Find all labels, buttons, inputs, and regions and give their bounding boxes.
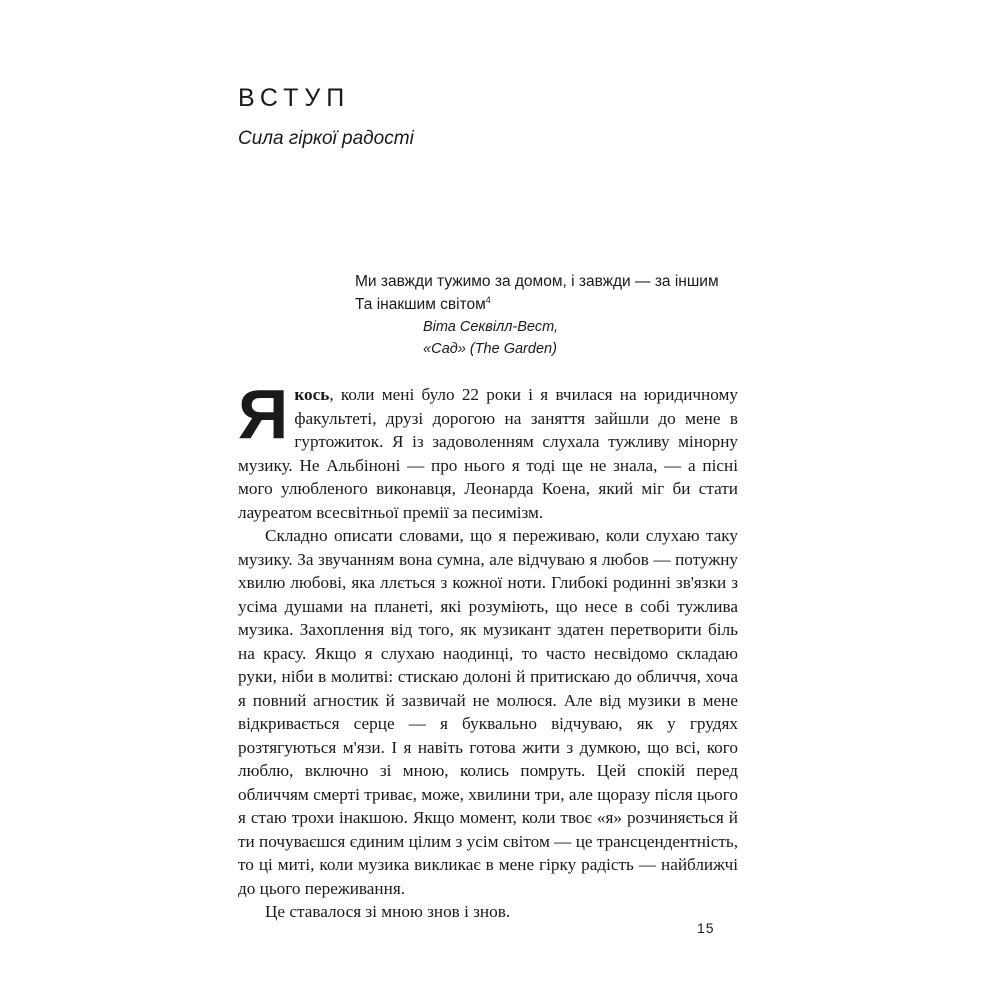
page-number: 15 — [697, 920, 715, 936]
drop-cap: Я — [238, 375, 289, 453]
body-text — [238, 375, 738, 924]
epigraph — [355, 270, 775, 360]
epigraph-line-2 — [355, 293, 775, 316]
epigraph-source: «Сад» (The Garden) — [423, 341, 557, 357]
first-word: кось — [294, 385, 330, 404]
paragraph-1-text: , коли мені було 22 роки і я вчилася на юридичному факультеті, друзі дорогою на заняття зайшли до мене в гуртожиток. Я із задоволенням слухала тужливу мінорну музику. Не Альбіноні — про нього я тоді ще не знала, — а пісні мого улюбленого виконавця, Леонарда Коена, який міг би стати лауреатом всесвітньої премії за песимізм. — [238, 385, 738, 522]
footnote-reference[interactable]: 4 — [485, 294, 491, 305]
epigraph-author: Віта Секвілл-Вест, — [423, 319, 559, 335]
paragraph-1 — [238, 375, 738, 524]
paragraph-3: Це ставалося зі мною знов і знов. — [265, 902, 511, 921]
chapter-subtitle: Сила гіркої радості — [238, 128, 414, 149]
paragraph-2: Складно описати словами, що я переживаю, коли слухаю таку музику. За звучанням вона сумна, але відчуваю я любов — потужну хвилю любові, яка ллється з кожної ноти. Глибокі родинні зв'язки з усіма душами на планеті, які розуміють, що несе в собі тужлива музика. Захоплення від того, як музикант здатен перетворити біль на красу. Якщо я слухаю наодинці, то часто несвідомо складаю руки, ніби в молитві: стискаю долоні й притискаю до обличчя, хоча я повний агностик й зазвичай не молюся. Але від музики в мене відкривається серце — я буквально відчуваю, як у грудях розтягуються м'язи. І я навіть готова жити з думкою, що всі, кого люблю, включно зі мною, колись помруть. Цей спокій перед обличчям смерті триває, може, хвилини три, але щоразу після цього я стаю трохи інакшою. Якщо момент, коли твоє «я» розчиняється й ти почуваєшся єдиним цілим з усім світом — це трансцендентність, то ці миті, коли музика викликає в мене гірку радість — найближчі до цього переживання. — [238, 526, 738, 898]
chapter-title: ВСТУП — [238, 84, 351, 112]
epigraph-line-1: Ми завжди тужимо за домом, і завжди — за іншим — [355, 273, 719, 290]
epigraph-line-2-text: Та інакшим світом — [355, 296, 486, 313]
